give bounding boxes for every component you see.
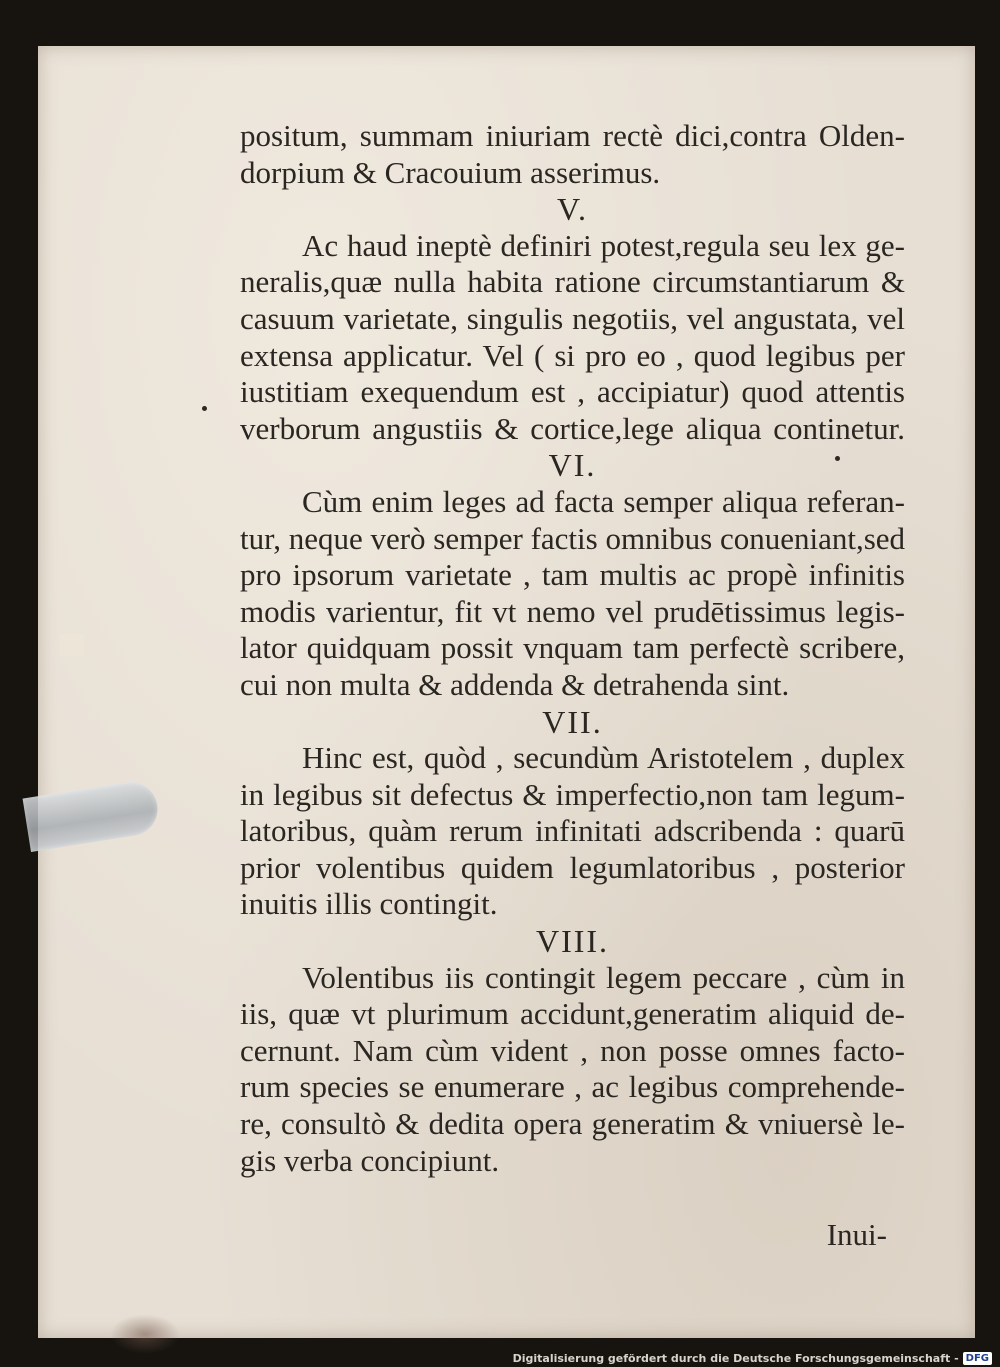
- section-heading: VI.: [548, 447, 597, 484]
- text-line: verborum angustiis & cortice,lege aliqua continetur.: [240, 410, 905, 446]
- text-line: positum, summam iniuriam rectè dici,contra Olden-: [240, 118, 905, 153]
- text-line: cui non multa & addenda & detrahenda sint.: [240, 666, 790, 702]
- body-text: [240, 118, 905, 1179]
- digitization-footer: [513, 1352, 992, 1365]
- dfg-logo: DFG: [963, 1352, 992, 1365]
- section-heading: VII.: [542, 703, 603, 740]
- text-line: pro ipsorum varietate , tam multis ac propè infinitis: [240, 557, 905, 593]
- section-heading: V.: [557, 191, 588, 228]
- text-line: lator quidquam possit vnquam tam perfectè scribere,: [240, 630, 905, 666]
- ink-dot: [202, 406, 207, 411]
- catchword: Inui-: [826, 1217, 887, 1252]
- text-line: gis verba concipiunt.: [240, 1142, 500, 1178]
- text-line: iustitiam exequendum est , accipiatur) quod attentis: [240, 374, 905, 410]
- text-line: re, consultò & dedita opera generatim & vniuersè le-: [240, 1106, 905, 1142]
- footer-text: Digitalisierung gefördert durch die Deutsche Forschungsgemeinschaft -: [512, 1352, 959, 1365]
- text-line: extensa applicatur. Vel ( si pro eo , quod legibus per: [240, 337, 905, 373]
- holder-clip: [23, 778, 162, 852]
- scanned-page: [38, 46, 975, 1338]
- text-line: Hinc est, quòd , secundùm Aristotelem , duplex: [302, 740, 905, 776]
- text-line: prior volentibus quidem legumlatoribus , posterior: [240, 849, 905, 885]
- paper-tab: [60, 634, 84, 656]
- text-line: latoribus, quàm rerum infinitati adscribenda : quarū: [240, 813, 905, 849]
- text-line: Ac haud ineptè definiri potest,regula seu lex ge-: [302, 227, 905, 263]
- text-line: Cùm enim leges ad facta semper aliqua referan-: [302, 483, 905, 519]
- paper-stain: [110, 1314, 180, 1354]
- text-line: tur, neque verò semper factis omnibus conueniant,sed: [240, 520, 905, 556]
- text-line: in legibus sit defectus & imperfectio,non tam legum-: [240, 776, 905, 812]
- text-line: casuum varietate, singulis negotiis, vel angustata, vel: [240, 300, 905, 336]
- section-heading: VIII.: [535, 923, 610, 960]
- text-line: dorpium & Cracouium asserimus.: [240, 154, 661, 190]
- text-line: rum species se enumerare , ac legibus comprehende-: [240, 1069, 905, 1105]
- text-line: iis, quæ vt plurimum accidunt,generatim aliquid de-: [240, 996, 905, 1032]
- text-line: inuitis illis contingit.: [240, 886, 498, 922]
- text-line: neralis,quæ nulla habita ratione circumstantiarum &: [240, 264, 905, 300]
- text-line: Volentibus iis contingit legem peccare , cùm in: [302, 959, 905, 995]
- text-line: modis varientur, fit vt nemo vel prudētissimus legis-: [240, 593, 905, 629]
- text-line: cernunt. Nam cùm vident , non posse omnes facto-: [240, 1032, 905, 1068]
